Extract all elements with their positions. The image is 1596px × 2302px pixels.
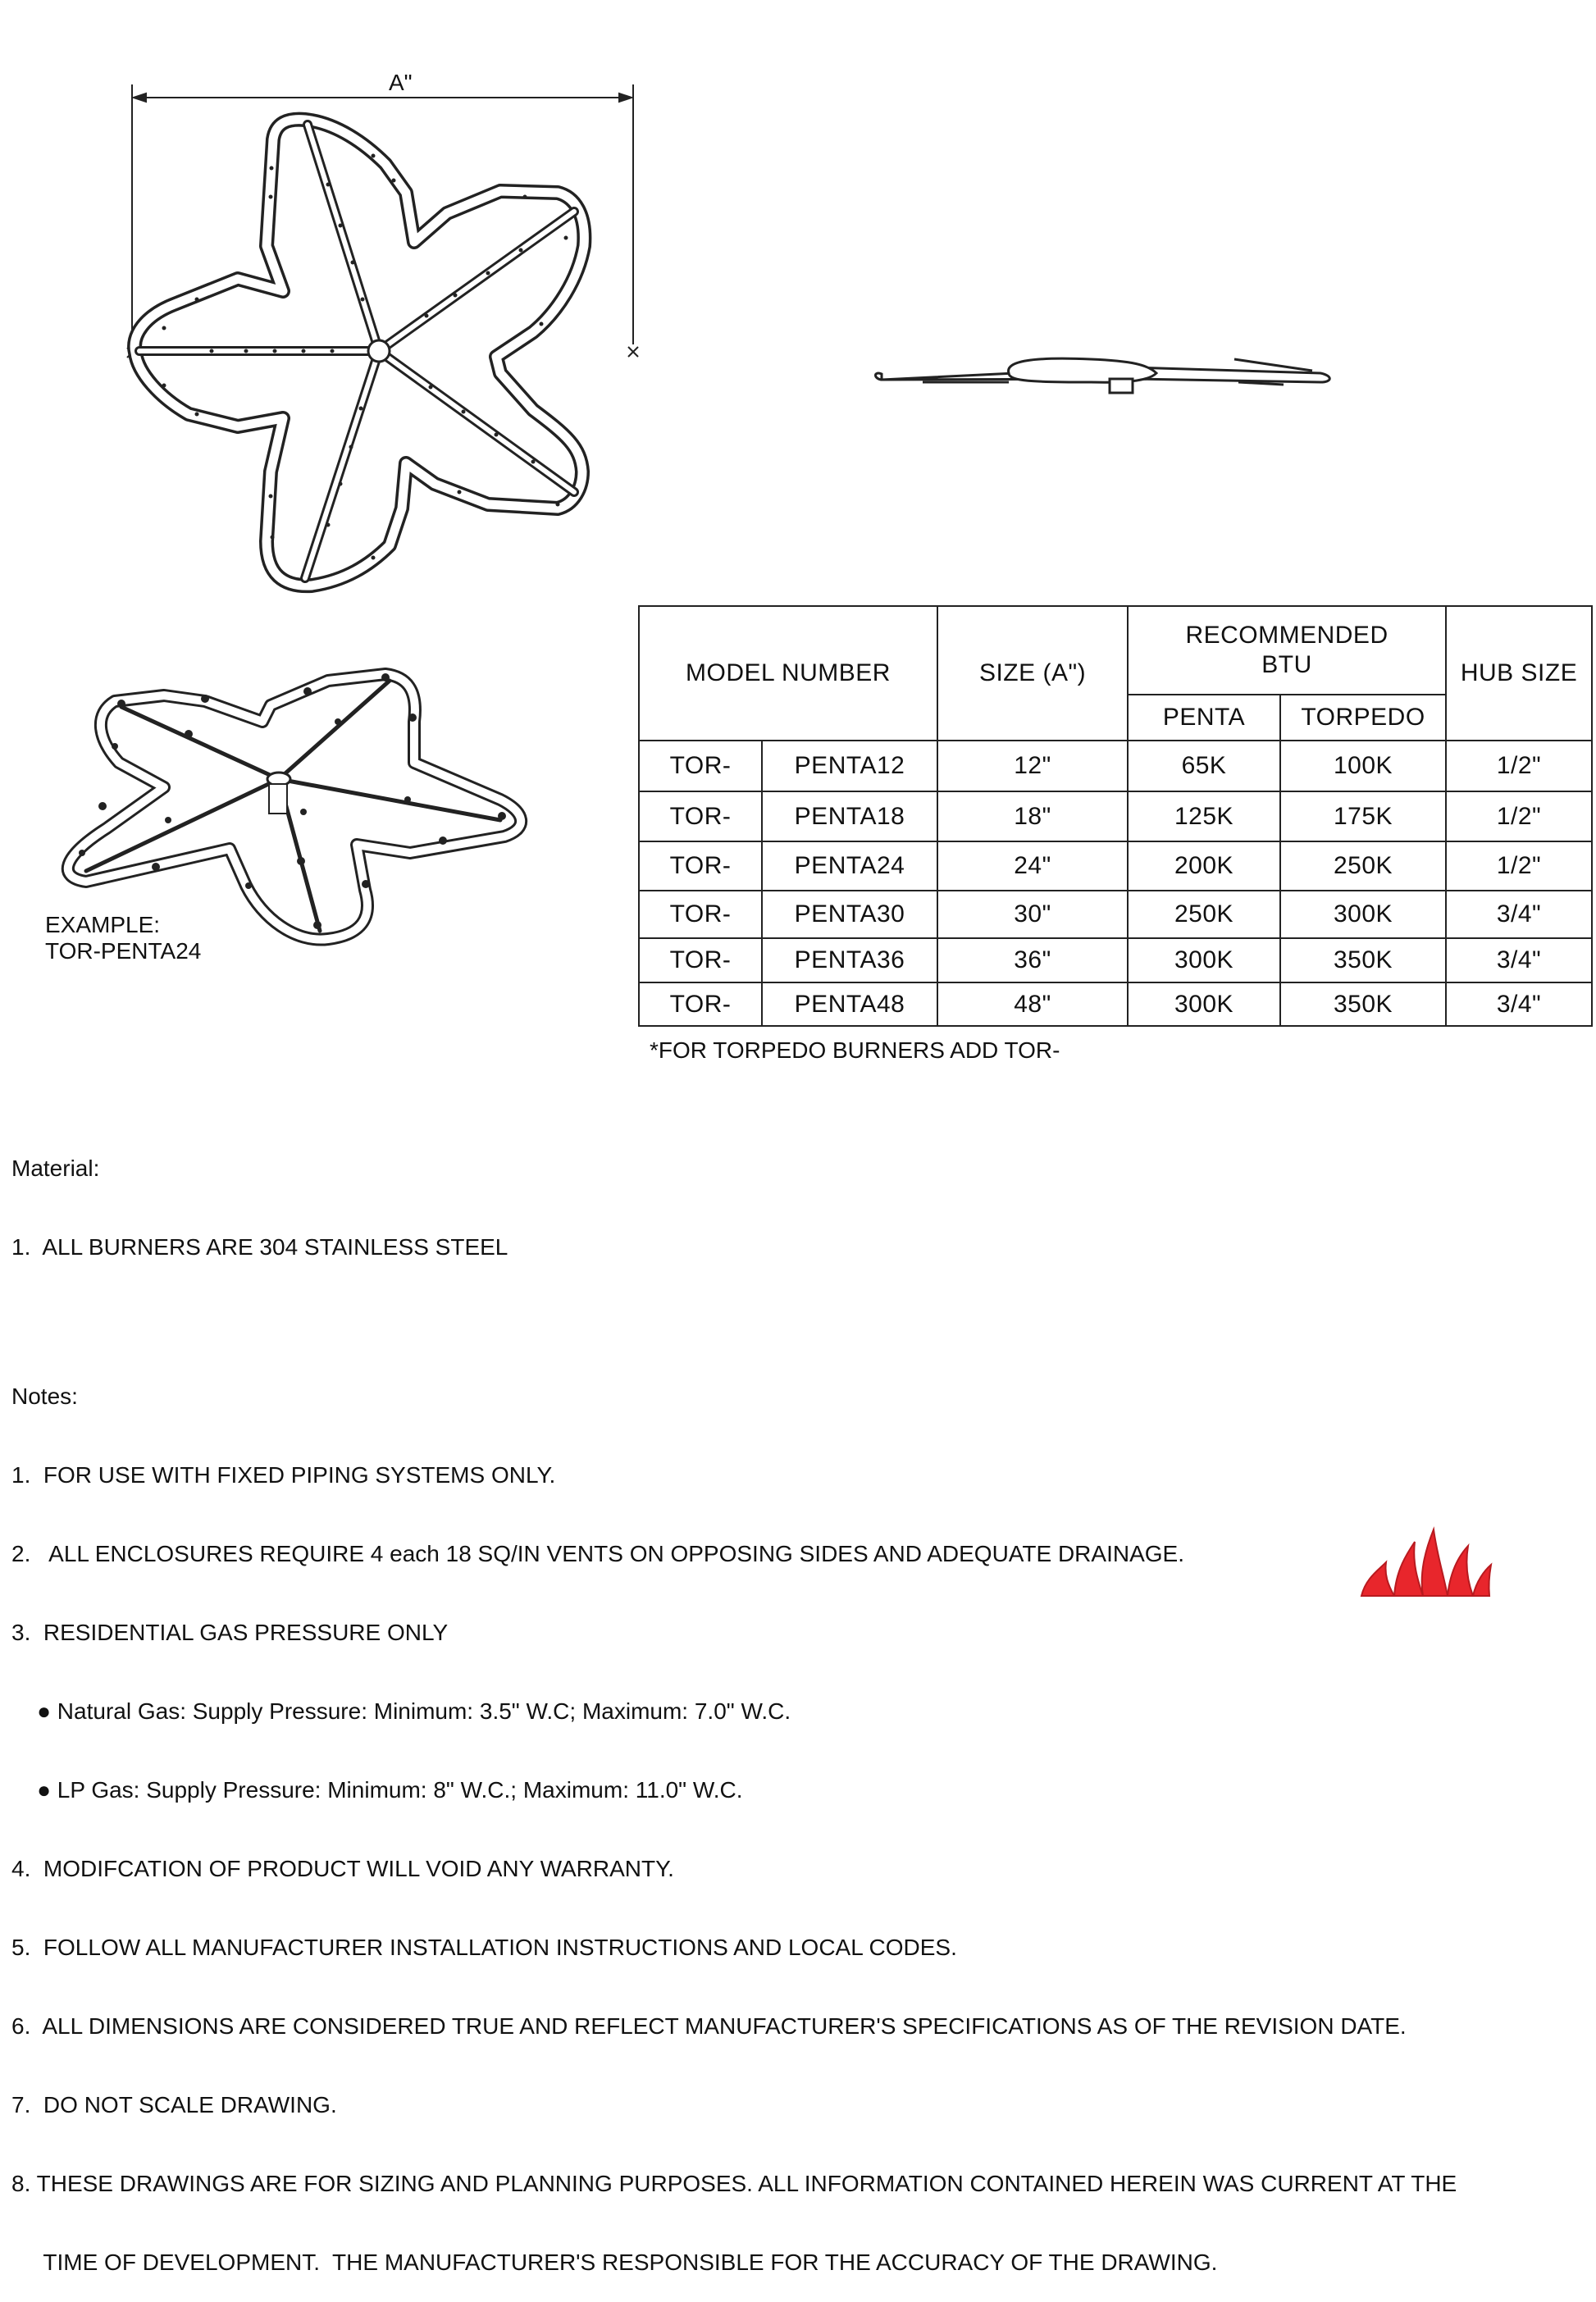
cell-model: PENTA36 [762, 938, 937, 982]
header-size: SIZE (A") [937, 606, 1128, 741]
note-item: 8. THESE DRAWINGS ARE FOR SIZING AND PLANNING PURPOSES. ALL INFORMATION CONTAINED HEREIN WAS CURRENT AT THE [11, 2171, 1457, 2196]
example-label: EXAMPLE: [45, 912, 161, 937]
cell-model: PENTA24 [762, 841, 937, 891]
note-item: 6. ALL DIMENSIONS ARE CONSIDERED TRUE AND REFLECT MANUFACTURER'S SPECIFICATIONS AS OF THE REVISION DATE. [11, 2013, 1407, 2039]
cell-size: 12" [937, 741, 1128, 791]
cell-torpedo-btu: 350K [1280, 938, 1446, 982]
example-model-label: TOR-PENTA24 [45, 938, 202, 964]
material-heading: Material: [11, 1156, 100, 1181]
note-item: 7. DO NOT SCALE DRAWING. [11, 2092, 337, 2117]
cell-prefix: TOR- [639, 982, 762, 1026]
cell-torpedo-btu: 175K [1280, 791, 1446, 841]
note-item: TIME OF DEVELOPMENT. THE MANUFACTURER'S RESPONSIBLE FOR THE ACCURACY OF THE DRAWING. [11, 2250, 1218, 2275]
cell-penta-btu: 300K [1128, 982, 1280, 1026]
cell-penta-btu: 65K [1128, 741, 1280, 791]
cell-model: PENTA30 [762, 891, 937, 938]
cell-size: 30" [937, 891, 1128, 938]
cell-prefix: TOR- [639, 891, 762, 938]
note-subitem: ● LP Gas: Supply Pressure: Minimum: 8" W.C.; Maximum: 11.0" W.C. [11, 1777, 743, 1803]
cell-hub-size: 3/4" [1446, 938, 1592, 982]
cell-model: PENTA12 [762, 741, 937, 791]
dimension-a-label: A" [389, 70, 413, 95]
cell-torpedo-btu: 300K [1280, 891, 1446, 938]
cell-hub-size: 3/4" [1446, 982, 1592, 1026]
cell-penta-btu: 250K [1128, 891, 1280, 938]
header-torpedo: TORPEDO [1280, 695, 1446, 741]
note-item: 2. ALL ENCLOSURES REQUIRE 4 each 18 SQ/IN VENTS ON OPPOSING SIDES AND ADEQUATE DRAINAGE. [11, 1541, 1184, 1566]
header-recommended-btu-line1: RECOMMENDED [1185, 622, 1389, 649]
cell-size: 36" [937, 938, 1128, 982]
cell-size: 18" [937, 791, 1128, 841]
header-model-number: MODEL NUMBER [639, 606, 937, 741]
notes-heading: Notes: [11, 1383, 78, 1409]
note-item: 5. FOLLOW ALL MANUFACTURER INSTALLATION INSTRUCTIONS AND LOCAL CODES. [11, 1935, 957, 1960]
cell-torpedo-btu: 100K [1280, 741, 1446, 791]
header-penta: PENTA [1128, 695, 1280, 741]
cell-torpedo-btu: 250K [1280, 841, 1446, 891]
cell-prefix: TOR- [639, 938, 762, 982]
cell-penta-btu: 300K [1128, 938, 1280, 982]
cell-hub-size: 1/2" [1446, 741, 1592, 791]
cell-hub-size: 3/4" [1446, 891, 1592, 938]
cell-model: PENTA18 [762, 791, 937, 841]
cell-size: 24" [937, 841, 1128, 891]
cell-model: PENTA48 [762, 982, 937, 1026]
cell-penta-btu: 125K [1128, 791, 1280, 841]
table-footnote: *FOR TORPEDO BURNERS ADD TOR- [650, 1037, 1060, 1063]
cell-torpedo-btu: 350K [1280, 982, 1446, 1026]
cell-prefix: TOR- [639, 841, 762, 891]
cell-hub-size: 1/2" [1446, 841, 1592, 891]
note-item: 3. RESIDENTIAL GAS PRESSURE ONLY [11, 1620, 449, 1645]
cell-prefix: TOR- [639, 791, 762, 841]
header-recommended-btu-line2: BTU [1261, 651, 1312, 678]
note-subitem: ● Natural Gas: Supply Pressure: Minimum: 3.5" W.C; Maximum: 7.0" W.C. [11, 1698, 791, 1724]
cell-size: 48" [937, 982, 1128, 1026]
note-item: 4. MODIFCATION OF PRODUCT WILL VOID ANY WARRANTY. [11, 1856, 674, 1881]
cell-prefix: TOR- [639, 741, 762, 791]
cell-hub-size: 1/2" [1446, 791, 1592, 841]
material-item: 1. ALL BURNERS ARE 304 STAINLESS STEEL [11, 1234, 508, 1260]
cell-penta-btu: 200K [1128, 841, 1280, 891]
note-item: 1. FOR USE WITH FIXED PIPING SYSTEMS ONLY. [11, 1462, 556, 1488]
header-hub-size: HUB SIZE [1446, 606, 1592, 741]
